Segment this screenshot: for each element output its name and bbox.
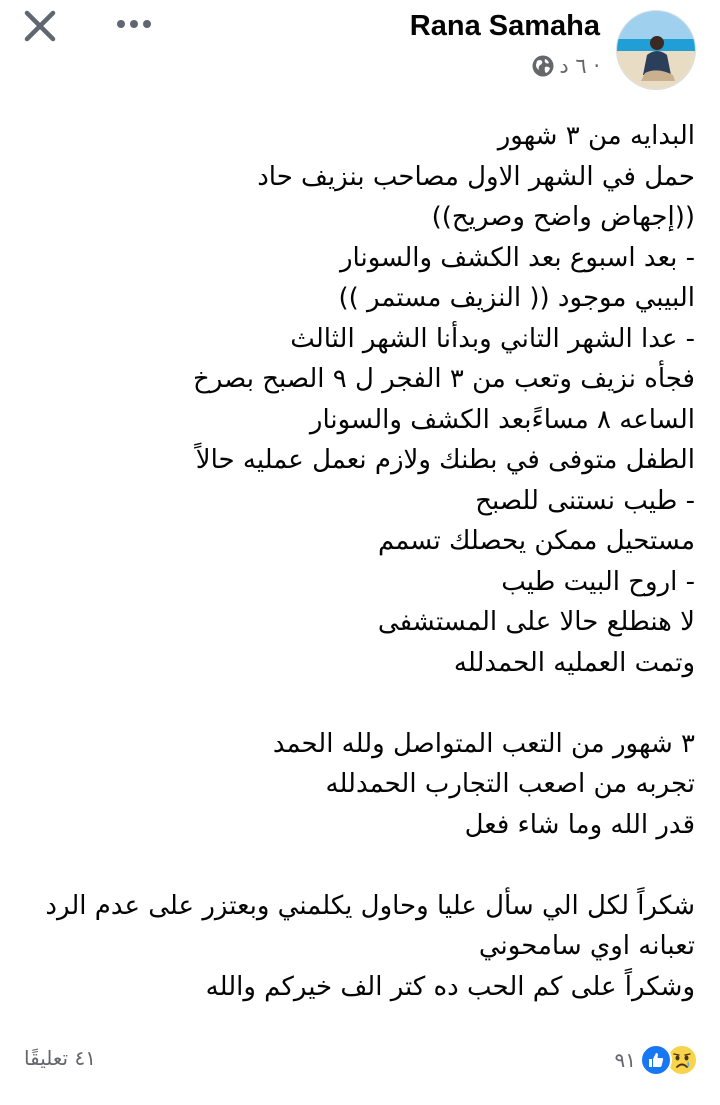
author-avatar[interactable] — [616, 10, 696, 90]
post-line: الساعه ٨ مساءًبعد الكشف والسونار — [309, 404, 695, 435]
reactions-summary[interactable] — [615, 1044, 698, 1076]
post-line: مستحيل ممكن يحصلك تسمم — [377, 526, 695, 556]
post-line: تعبانه اوي سامحوني — [478, 931, 695, 961]
post-line: البيبي موجود (( النزيف مستمر )) — [338, 283, 695, 313]
more-options-button[interactable] — [110, 6, 158, 42]
post-line — [23, 683, 695, 724]
post-line: - اروح البيت طيب — [501, 566, 695, 597]
post-line: - بعد اسبوع بعد الكشف والسونار — [339, 242, 695, 273]
beach-photo-avatar — [617, 11, 695, 89]
post-line: شكراً لكل الي سأل عليا وحاول يكلمني وبعتزر على عدم الرد — [45, 890, 695, 921]
post-line: حمل في الشهر الاول مصاحب بنزيف حاد — [257, 161, 695, 192]
reaction-count: ٩١ — [614, 1048, 636, 1072]
post-line — [23, 845, 695, 886]
post-line: فجأه نزيف وتعب من ٣ الفجر ل ٩ الصبح بصرخ — [193, 364, 695, 394]
comments-count-link[interactable]: ٤١ تعليقًا — [24, 1046, 96, 1070]
close-icon — [23, 9, 57, 43]
post-line: قدر الله وما شاء فعل — [464, 809, 695, 840]
post-meta — [531, 54, 600, 78]
post-line: - طيب نستنى للصبح — [475, 485, 695, 516]
post-time[interactable]: ٦ د · — [559, 54, 600, 78]
post-line: ٣ شهور من التعب المتواصل ولله الحمد — [272, 728, 695, 759]
post-line: لا هنطلع حالا على المستشفى — [377, 607, 695, 637]
globe-icon[interactable] — [531, 54, 555, 78]
author-name[interactable]: Rana Samaha — [409, 10, 600, 42]
post-line: ((إجهاض واضح وصريح)) — [431, 202, 695, 232]
post-line: البدايه من ٣ شهور — [497, 121, 695, 151]
post-line: تجربه من اصعب التجارب الحمدلله — [325, 769, 695, 799]
close-button[interactable] — [20, 6, 60, 46]
post-line: وشكراً على كم الحب ده كتر الف خيركم والله — [205, 971, 695, 1002]
post-line: - عدا الشهر التاني وبدأنا الشهر الثالث — [290, 323, 695, 354]
post-line: الطفل متوفى في بطنك ولازم نعمل عمليه حالاً — [195, 445, 695, 475]
like-icon — [640, 1044, 672, 1076]
post-text — [23, 116, 695, 1007]
more-dots-icon — [116, 19, 152, 29]
post-line: وتمت العمليه الحمدلله — [453, 647, 695, 678]
